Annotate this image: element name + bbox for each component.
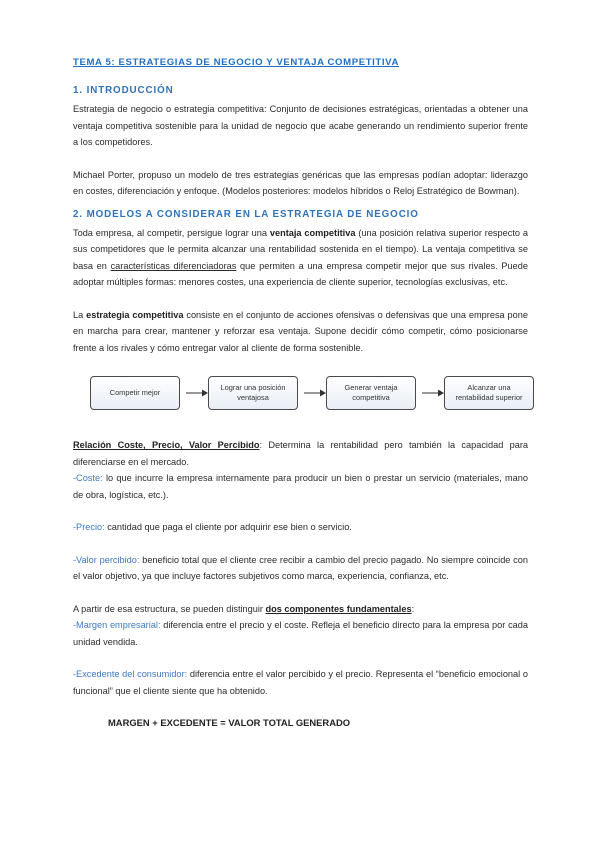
document-content <box>73 56 528 732</box>
term-coste: -Coste: <box>73 473 103 483</box>
term-caracteristicas: características diferenciadoras <box>110 260 237 271</box>
term-excedente: -Excedente del consumidor: <box>73 669 188 679</box>
flow-step: Lograr una posición ventajosa <box>208 376 298 410</box>
term-ventaja-competitiva: ventaja competitiva <box>269 227 356 238</box>
componentes-paragraph <box>73 601 528 618</box>
text-run: A partir de esa estructura, se pueden distinguir <box>73 603 266 614</box>
precio-paragraph <box>73 519 528 536</box>
text-run: que permiten a una empresa competir mejor que sus rivales. Puede adoptar múltiples formas: menores costes, una experiencia de cliente superior, tecnologías exclusivas, etc. <box>73 260 528 287</box>
text-run: beneficio total que el cliente cree recibir a cambio del precio pagado. No siempre coincide con el valor objetivo, ya que incluye factores subjetivos como marca, experiencia, confianza, etc. <box>73 554 528 581</box>
excedente-paragraph <box>73 666 528 699</box>
formula: MARGEN + EXCEDENTE = VALOR TOTAL GENERADO <box>108 717 351 728</box>
term-relacion: Relación Coste, Precio, Valor Percibido <box>73 440 260 450</box>
porter-paragraph: Michael Porter, propuso un modelo de tres estrategias genéricas que las empresas podían adoptar: liderazgo en costes, diferenciación y enfoque. (Modelos posteriores: modelos híbridos o Reloj Estratégico de Bowman). <box>73 169 528 196</box>
section-1-heading: 1. INTRODUCCIÓN <box>73 85 174 96</box>
relacion-paragraph <box>73 437 528 470</box>
flow-step: Alcanzar una rentabilidad superior <box>444 376 534 410</box>
term-valor-percibido: -Valor percibido: <box>73 554 140 565</box>
coste-paragraph <box>73 470 528 503</box>
margen-paragraph <box>73 617 528 650</box>
text-run: diferencia entre el valor percibido y el precio. Representa el “beneficio emocional o funcional” que el cliente siente que ha obtenido. <box>73 669 528 696</box>
estrategia-paragraph <box>73 307 528 357</box>
text-run: Toda empresa, al competir, persigue lograr una <box>73 227 270 238</box>
arrow-right-icon <box>304 388 326 398</box>
section-2-heading: 2. MODELOS A CONSIDERAR EN LA ESTRATEGIA DE NEGOCIO <box>73 208 419 220</box>
arrow-right-icon <box>186 388 208 398</box>
text-run: : Determina la rentabilidad pero también la capacidad para diferenciarse en el mercado. <box>73 440 528 467</box>
arrow-right-icon <box>422 388 444 398</box>
ventaja-paragraph <box>73 225 528 291</box>
term-margen: -Margen empresarial: <box>73 620 161 630</box>
text-run: (una posición relativa superior respecto a sus competidores que le permita alcanzar una rentabilidad sostenida en el tiempo). La ventaja competitiva se basa en <box>73 227 528 271</box>
text-run: diferencia entre el precio y el coste. Refleja el beneficio directo para la empresa por cada unidad vendida. <box>73 620 528 647</box>
text-run: La <box>73 309 87 320</box>
flow-step: Generar ventaja competitiva <box>326 376 416 410</box>
valor-paragraph <box>73 552 528 585</box>
intro-paragraph: Estrategia de negocio o estrategia competitiva: Conjunto de decisiones estratégicas, orientadas a obtener una ventaja competitiva sostenible para la unidad de negocio que acabe generando un rendimiento superior frente a los competidores. <box>73 104 528 147</box>
text-run: consiste en el conjunto de acciones ofensivas o defensivas que una empresa pone en marcha para crear, mantener y reforzar esa ventaja. Supone decidir cómo competir, cómo posicionarse frente a los rivales y cómo entregar valor al cliente de forma sostenible. <box>73 309 528 353</box>
text-run: cantidad que paga el cliente por adquirir ese bien o servicio. <box>104 522 352 532</box>
term-precio: -Precio: <box>73 522 105 532</box>
text-run: : <box>411 603 415 614</box>
process-diagram <box>90 376 528 412</box>
text-run: lo que incurre la empresa internamente para producir un bien o prestar un servicio (materiales, mano de obra, logística, etc.). <box>73 473 528 500</box>
flow-step: Competir mejor <box>90 376 180 410</box>
term-dos-componentes: dos componentes fundamentales <box>265 603 412 614</box>
document-title: TEMA 5: ESTRATEGIAS DE NEGOCIO Y VENTAJA COMPETITIVA <box>73 57 399 68</box>
term-estrategia-competitiva: estrategia competitiva <box>86 309 184 320</box>
